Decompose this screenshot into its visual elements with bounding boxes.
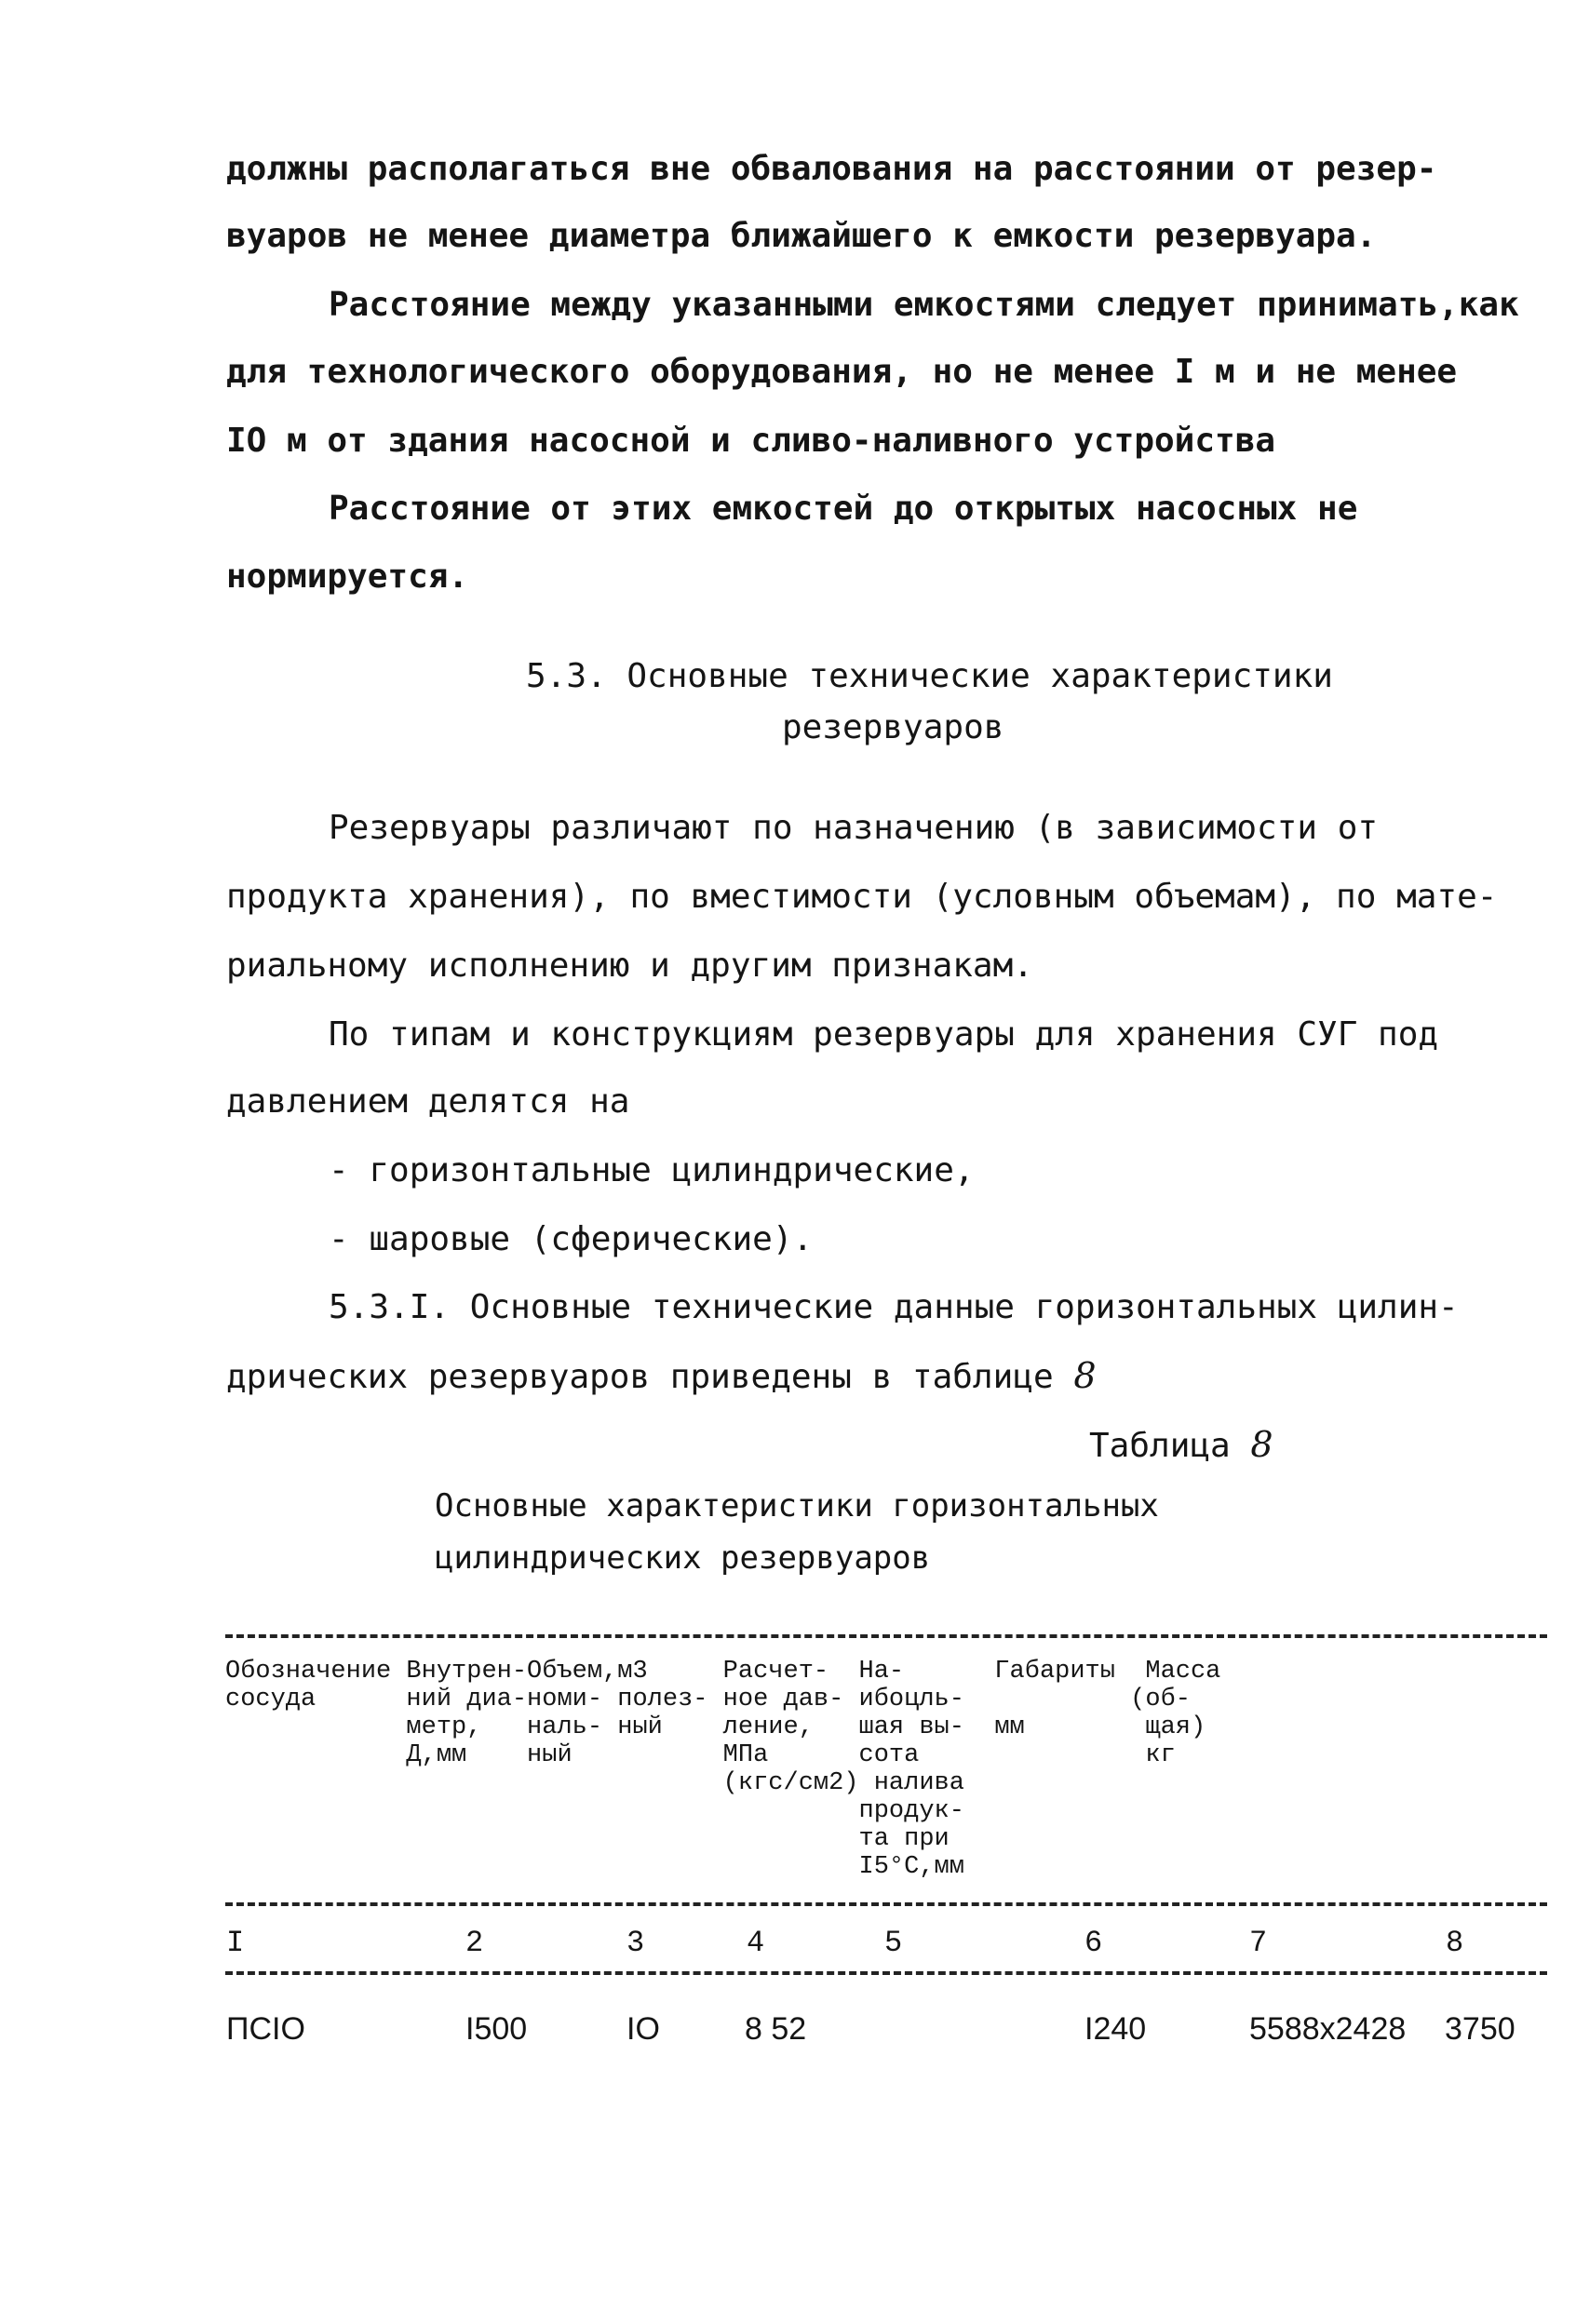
list-item: - горизонтальные цилиндрические, [329, 1151, 975, 1189]
table-label [1089, 1424, 1273, 1467]
paragraph-line: 5.3.I. Основные технические данные горизонтальных цилин- [329, 1288, 1459, 1326]
column-number: 3 [626, 1926, 645, 1960]
paragraph-line: Расстояние от этих емкостей до открытых насосных не [329, 490, 1358, 528]
column-number: 4 [747, 1926, 765, 1960]
table-header-line: Д,мм ный МПа сота кг [225, 1741, 1176, 1769]
table-header-line: та при [225, 1825, 950, 1853]
table-header-line: метр, наль- ный ление, шая вы- мм щая) [225, 1713, 1206, 1741]
table-header-line: (кгс/см2) налива [225, 1769, 964, 1797]
cell-inner-diameter: I500 [465, 2011, 528, 2047]
paragraph-line: нормируется. [226, 557, 469, 596]
table-header-line: Обозначение Внутрен-Объем,м3 Расчет- На- Габариты Масса [225, 1658, 1221, 1686]
paragraph-line: для технологического оборудования, но не менее I м и не менее [226, 353, 1458, 391]
cell-volume-nominal: IO [626, 2011, 660, 2047]
column-number: 2 [465, 1926, 484, 1960]
table-rule-bottom [225, 1971, 1547, 1975]
paragraph-line: Резервуары различают по назначению (в зависимости от [329, 809, 1379, 847]
cell-dimensions: 5588x2428 [1249, 2011, 1407, 2047]
table-rule-mid [225, 1902, 1547, 1906]
cell-designation: ПСIO [226, 2011, 305, 2047]
cell-mass: 3750 [1445, 2011, 1515, 2047]
list-item: - шаровые (сферические). [329, 1220, 814, 1258]
column-number: 7 [1249, 1926, 1268, 1960]
cell-fill-height: I240 [1084, 2011, 1147, 2047]
table-header-line: сосуда ний диа-номи- полез- ное дав- ибоцль- (об- [225, 1686, 1191, 1713]
table-number: 8 [1250, 1424, 1273, 1465]
section-heading: резервуаров [782, 708, 1004, 746]
paragraph-line: IO м от здания насосной и сливо-наливного устройства [226, 422, 1276, 460]
table-header-line: I5°C,мм [225, 1853, 964, 1881]
cell-volume-useful: 8 52 [745, 2011, 807, 2047]
paragraph-line: продукта хранения), по вместимости (условным объемам), по мате- [226, 878, 1498, 916]
table-caption: Основные характеристики горизонтальных [435, 1487, 1159, 1525]
paragraph-line: Расстояние между указанными емкостями следует принимать,как [329, 286, 1519, 324]
paragraph-line: вуаров не менее диаметра ближайшего к емкости резервуара. [226, 217, 1377, 255]
paragraph-line [226, 1355, 1097, 1398]
table-header-line: продук- [225, 1797, 964, 1825]
table-reference: 8 [1073, 1355, 1097, 1396]
paragraph-line: По типам и конструкциям резервуары для хранения СУГ под [329, 1015, 1439, 1054]
section-heading: 5.3. Основные технические характеристики [526, 657, 1333, 695]
column-number: 8 [1446, 1926, 1464, 1960]
paragraph-text: дрических резервуаров приведены в таблице [226, 1358, 1054, 1396]
column-number: I [226, 1926, 245, 1960]
paragraph-line: риальному исполнению и другим признакам. [226, 947, 1033, 985]
column-number: 5 [884, 1926, 903, 1960]
table-label-text: Таблица [1089, 1427, 1231, 1465]
paragraph-line: должны располагаться вне обвалования на расстоянии от резер- [226, 150, 1437, 188]
table-rule-top [225, 1634, 1547, 1638]
paragraph-line: давлением делятся на [226, 1082, 630, 1121]
column-number: 6 [1084, 1926, 1103, 1960]
table-caption: цилиндрических резервуаров [435, 1539, 931, 1577]
